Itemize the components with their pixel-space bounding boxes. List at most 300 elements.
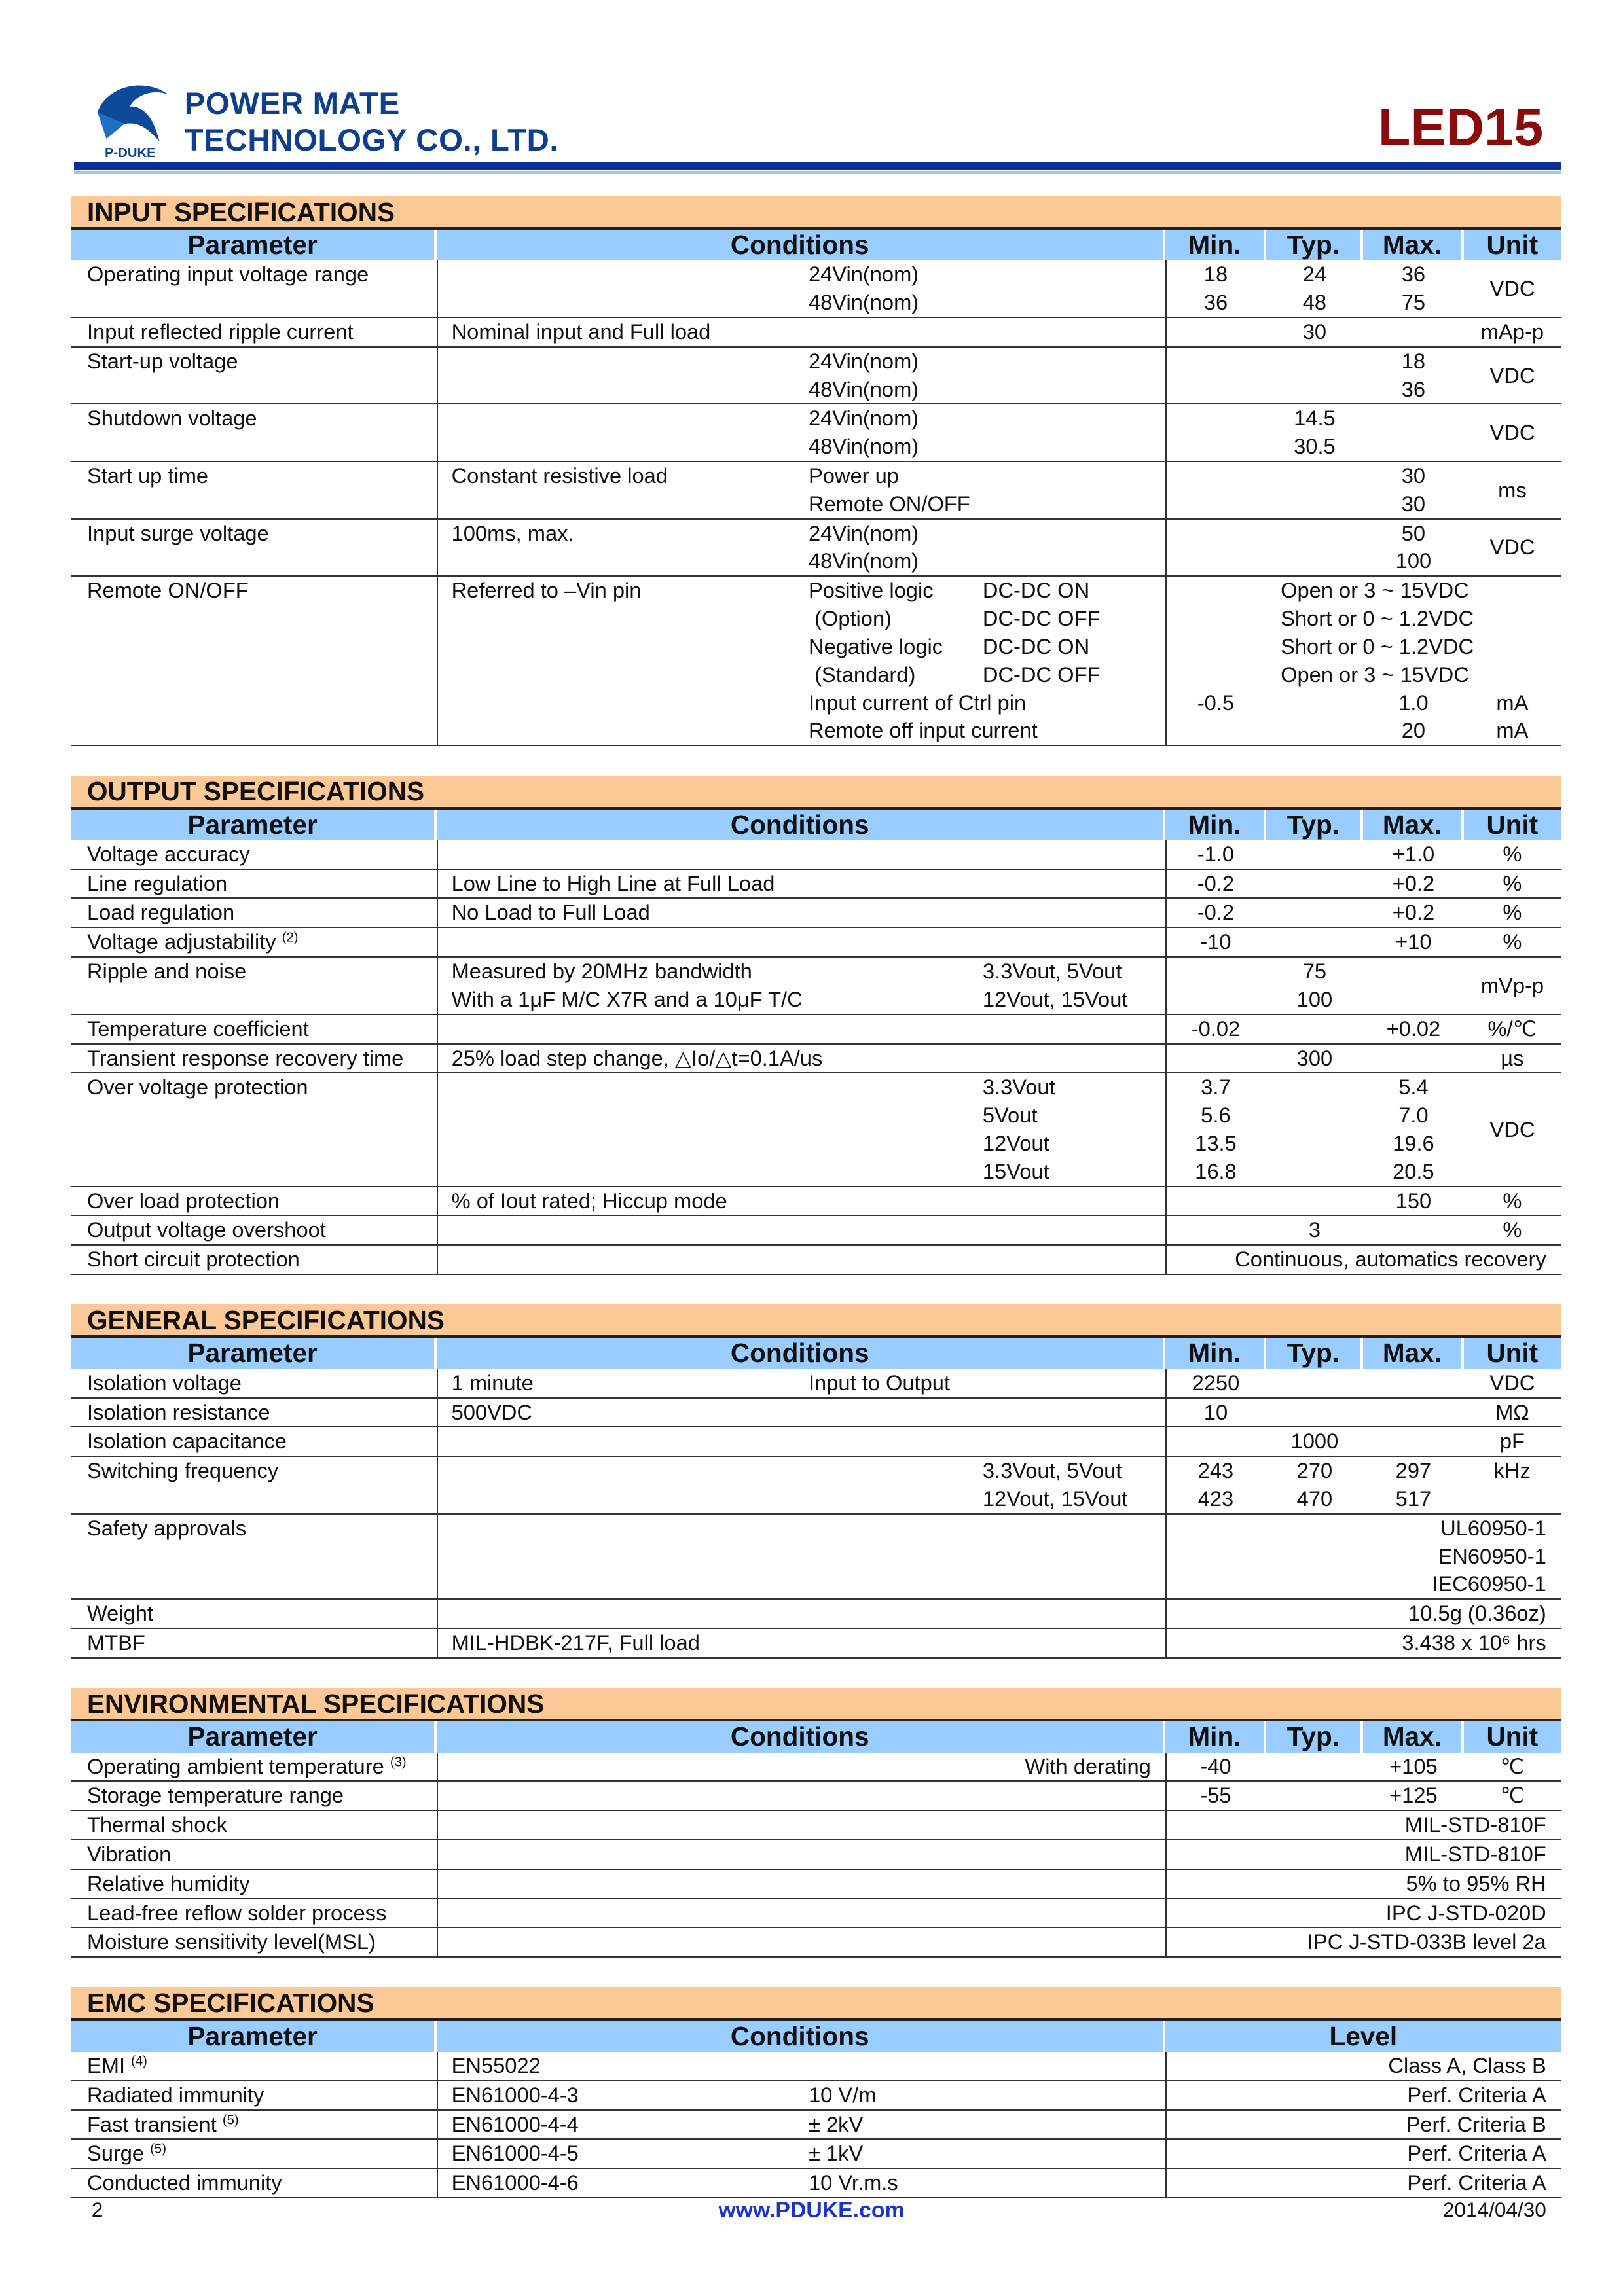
parameter-cell: [71, 2140, 437, 2168]
min-value: [1165, 1216, 1266, 1244]
typ-value: [1266, 1015, 1364, 1043]
condition-sub-cell: 24Vin(nom): [808, 262, 919, 287]
condition-variant-cell: [983, 260, 1165, 289]
typ-value: 14.5: [1294, 406, 1336, 431]
parameter-cell: [71, 1457, 437, 1485]
parameter-name: Relative humidity: [86, 1871, 250, 1895]
typ-value: [1266, 1753, 1364, 1781]
condition-sub-cell: 10 V/m: [808, 2082, 877, 2107]
condition-sub-cell: ± 1kV: [808, 2141, 864, 2166]
footnote-ref: (5): [222, 2113, 239, 2128]
parameter-cell: [71, 1130, 437, 1158]
condition-cell: [437, 289, 809, 317]
typ-value: [1266, 1399, 1364, 1427]
typ-value: [1266, 1782, 1364, 1810]
parameter-cell: [71, 462, 437, 490]
condition-cell: [437, 348, 809, 376]
typ-value: 48: [1302, 290, 1327, 315]
condition-variant-cell: [983, 547, 1165, 575]
table-row-line: [71, 1811, 1561, 1839]
condition-variant-cell: [983, 1399, 1165, 1427]
min-value: [1165, 376, 1266, 404]
parameter-cell: [71, 899, 437, 927]
condition-variant-cell: [983, 2169, 1165, 2197]
parameter-cell: [71, 1015, 437, 1043]
table-row-line: [71, 2052, 1561, 2080]
condition-sub-cell: [809, 2052, 983, 2080]
min-value: 18: [1203, 262, 1228, 287]
max-value: [1363, 1427, 1463, 1456]
condition-cell: [437, 1753, 809, 1781]
parameter-name: MTBF: [86, 1630, 145, 1655]
column-header-row: [71, 2021, 1561, 2052]
condition-sub-cell: 48Vin(nom): [808, 376, 919, 401]
condition-cell: [437, 689, 809, 717]
unit-value: MΩ: [1495, 1399, 1529, 1424]
parameter-cell: [71, 717, 437, 745]
value-span: Short or 0 ~ 1.2VDC: [1281, 606, 1474, 631]
max-value: 5.4: [1398, 1075, 1429, 1100]
condition-variant-cell: [983, 1187, 1165, 1215]
condition-variant-cell: [983, 462, 1165, 490]
condition-cell: Low Line to High Line at Full Load: [451, 870, 775, 895]
unit-value: %: [1503, 1188, 1522, 1213]
column-header-parameter: Parameter: [71, 230, 437, 260]
table-row: [71, 1073, 1561, 1187]
parameter-cell: [71, 1187, 437, 1215]
condition-variant-cell: DC-DC ON: [982, 634, 1090, 658]
max-value: 50: [1401, 520, 1426, 545]
max-value: [1363, 433, 1463, 461]
max-value: 18: [1401, 348, 1426, 373]
table-row-line: [71, 633, 1561, 661]
unit-value: VDC: [1489, 363, 1535, 387]
max-value: 30: [1401, 463, 1426, 488]
condition-cell: [437, 1570, 809, 1598]
condition-cell: [437, 717, 809, 745]
min-value: 423: [1197, 1486, 1234, 1511]
section-title: GENERAL SPECIFICATIONS: [71, 1304, 1561, 1338]
table-row: [71, 1399, 1561, 1428]
parameter-name: Remote ON/OFF: [86, 578, 249, 603]
min-value: [1165, 1187, 1266, 1215]
parameter-name: Temperature coefficient: [86, 1016, 309, 1041]
condition-cell: [437, 1899, 809, 1928]
footnote-ref: (4): [131, 2054, 147, 2069]
min-value: -1.0: [1197, 841, 1235, 866]
condition-cell: MIL-HDBK-217F, Full load: [451, 1630, 700, 1655]
spec-table-body: [71, 840, 1561, 1275]
condition-cell: [437, 1928, 809, 1956]
table-row: [71, 260, 1561, 318]
table-row: [71, 1369, 1561, 1399]
condition-sub-cell: [809, 1246, 983, 1274]
condition-cell: 500VDC: [451, 1399, 533, 1424]
unit-value: VDC: [1489, 420, 1535, 445]
condition-variant-cell: [983, 2081, 1165, 2109]
condition-variant-cell: 3.3Vout, 5Vout: [982, 1458, 1122, 1483]
min-value: 243: [1197, 1458, 1234, 1483]
condition-sub-cell: 48Vin(nom): [808, 548, 919, 573]
max-value: +1.0: [1392, 841, 1435, 866]
unit-value: %: [1503, 900, 1522, 925]
condition-variant-cell: 15Vout: [982, 1158, 1049, 1183]
column-divider: [1165, 2052, 1167, 2198]
condition-sub-cell: [809, 1457, 983, 1485]
column-divider: [437, 2052, 438, 2198]
min-value: 2250: [1192, 1370, 1240, 1395]
value-span: Short or 0 ~ 1.2VDC: [1281, 634, 1474, 658]
parameter-cell: [71, 870, 437, 898]
parameter-cell: [71, 633, 437, 661]
column-header-row: [71, 1721, 1561, 1752]
max-value: [1363, 1216, 1463, 1244]
parameter-cell: [71, 1811, 437, 1839]
unit-value: VDC: [1489, 1117, 1535, 1141]
condition-variant-cell: DC-DC OFF: [982, 662, 1101, 687]
parameter-name: Isolation resistance: [86, 1399, 270, 1424]
condition-sub-cell: [809, 1102, 983, 1130]
max-value: [1363, 318, 1463, 346]
condition-variant-cell: [983, 1216, 1165, 1244]
condition-sub-cell: Positive logic: [808, 578, 934, 603]
condition-cell: [437, 605, 809, 633]
condition-sub-cell: 24Vin(nom): [808, 520, 919, 545]
min-value: [1165, 958, 1266, 986]
max-value: 36: [1401, 376, 1426, 401]
column-header-min: Min.: [1165, 1338, 1266, 1369]
condition-variant-cell: [983, 1629, 1165, 1657]
condition-variant-cell: [983, 318, 1165, 346]
company-name-line1: POWER MATE: [184, 86, 400, 121]
unit-value: %: [1503, 870, 1522, 895]
min-value: -55: [1200, 1783, 1231, 1808]
table-row-line: [71, 348, 1561, 376]
condition-sub-cell: [809, 1570, 983, 1598]
table-row: [71, 404, 1561, 462]
typ-value: [1266, 899, 1364, 927]
condition-cell: % of Iout rated; Hiccup mode: [451, 1188, 727, 1213]
parameter-cell: [71, 1399, 437, 1427]
condition-sub-cell: [809, 1928, 983, 1956]
condition-cell: [437, 260, 809, 289]
table-row: [71, 1246, 1561, 1275]
parameter-name: Voltage adjustability: [86, 929, 276, 954]
table-row-line: [71, 490, 1561, 518]
condition-variant-cell: [983, 1928, 1165, 1956]
condition-cell: [437, 1543, 809, 1571]
parameter-cell: [71, 1629, 437, 1657]
column-header-unit: Unit: [1464, 1338, 1561, 1369]
condition-cell: EN61000-4-4: [451, 2111, 579, 2136]
column-header-max: Max.: [1363, 1338, 1463, 1369]
typ-value: 470: [1296, 1486, 1333, 1511]
table-row-line: [71, 1073, 1561, 1102]
spec-table-body: [71, 1369, 1561, 1659]
condition-sub-cell: [809, 1600, 983, 1628]
unit-value: %: [1503, 929, 1522, 954]
table-row-line: [71, 404, 1561, 433]
website-link[interactable]: www.PDUKE.com: [718, 2197, 905, 2223]
table-row: [71, 1928, 1561, 1958]
parameter-cell: [71, 433, 437, 461]
table-row-line: [71, 1369, 1561, 1397]
min-value: [1165, 547, 1266, 575]
parameter-name: Over voltage protection: [86, 1075, 308, 1100]
condition-variant-cell: [983, 348, 1165, 376]
typ-value: [1266, 462, 1364, 490]
condition-variant-cell: [983, 1543, 1165, 1571]
condition-variant-cell: [983, 1369, 1165, 1397]
column-header-row: [71, 810, 1561, 840]
condition-cell: [437, 1515, 809, 1543]
parameter-name: Input surge voltage: [86, 520, 269, 545]
min-value: -10: [1200, 929, 1231, 954]
condition-cell: 1 minute: [451, 1370, 534, 1395]
max-value: [1363, 986, 1463, 1014]
table-row-line: [71, 1045, 1561, 1073]
table-row: [71, 958, 1561, 1015]
column-header-min: Min.: [1165, 1721, 1266, 1752]
table-row-line: [71, 1457, 1561, 1485]
table-row: [71, 2140, 1561, 2169]
typ-value: 75: [1302, 959, 1327, 984]
typ-value: 30: [1302, 319, 1327, 344]
value-span: Perf. Criteria A: [1407, 2082, 1546, 2107]
condition-sub-cell: 24Vin(nom): [808, 406, 919, 431]
min-value: -40: [1200, 1753, 1231, 1778]
table-row-line: [71, 289, 1561, 317]
table-row: [71, 1515, 1561, 1600]
condition-variant-cell: [983, 289, 1165, 317]
condition-cell: Referred to –Vin pin: [451, 578, 642, 603]
typ-value: [1266, 376, 1364, 404]
column-header-typ: Typ.: [1266, 810, 1364, 840]
table-row-line: [71, 1840, 1561, 1869]
condition-variant-cell: [983, 1600, 1165, 1628]
parameter-cell: [71, 577, 437, 605]
condition-cell: [437, 1427, 809, 1456]
condition-sub-cell: Negative logic: [808, 634, 943, 658]
section-title: INPUT SPECIFICATIONS: [71, 196, 1561, 230]
table-row-line: [71, 376, 1561, 404]
typ-value: [1266, 1073, 1364, 1102]
spec-section: [71, 1304, 1561, 1659]
condition-sub-cell: [809, 1015, 983, 1043]
condition-cell: [437, 1457, 809, 1485]
condition-variant-cell: [983, 1045, 1165, 1073]
condition-variant-cell: [983, 689, 1165, 717]
parameter-cell: [71, 289, 437, 317]
parameter-cell: [71, 1246, 437, 1274]
condition-variant-cell: 12Vout, 15Vout: [982, 1486, 1128, 1511]
min-value: -0.5: [1197, 690, 1235, 715]
condition-sub-cell: Input to Output: [808, 1370, 951, 1395]
max-value: +0.02: [1386, 1016, 1441, 1041]
unit-value: ℃: [1500, 1753, 1525, 1778]
table-row: [71, 348, 1561, 405]
condition-cell: No Load to Full Load: [451, 900, 650, 925]
parameter-cell: [71, 318, 437, 346]
unit-value: ms: [1498, 477, 1527, 502]
table-row-line: [71, 689, 1561, 717]
typ-value: [1266, 1369, 1364, 1397]
column-header-parameter: Parameter: [71, 810, 437, 840]
table-row: [71, 1629, 1561, 1659]
condition-variant-cell: [983, 1811, 1165, 1839]
typ-value: 30.5: [1294, 434, 1336, 459]
value-span: Class A, Class B: [1388, 2053, 1546, 2077]
min-value: 16.8: [1195, 1158, 1237, 1183]
spec-section: [71, 1688, 1561, 1958]
parameter-cell: [71, 1216, 437, 1244]
column-header-row: [71, 1338, 1561, 1369]
section-title: ENVIRONMENTAL SPECIFICATIONS: [71, 1688, 1561, 1721]
table-row: [71, 1782, 1561, 1811]
parameter-name: Conducted immunity: [86, 2170, 282, 2195]
table-row: [71, 462, 1561, 520]
table-row: [71, 899, 1561, 928]
column-header-typ: Typ.: [1266, 1338, 1364, 1369]
table-row: [71, 2169, 1561, 2198]
condition-sub-cell: [809, 958, 983, 986]
table-row: [71, 1811, 1561, 1840]
condition-sub-cell: [809, 1187, 983, 1215]
condition-cell: [437, 633, 809, 661]
min-value: 5.6: [1201, 1103, 1231, 1128]
table-row-line: [71, 1629, 1561, 1657]
condition-sub-cell: [809, 1216, 983, 1244]
spec-sections: [71, 196, 1561, 2228]
unit-value: mVp-p: [1480, 973, 1544, 997]
condition-variant-cell: [983, 520, 1165, 548]
condition-sub-cell: [809, 318, 983, 346]
parameter-cell: [71, 1369, 437, 1397]
model-number: LED15: [1377, 98, 1544, 157]
column-divider: [1165, 1369, 1167, 1659]
table-row: [71, 577, 1561, 746]
condition-sub-cell: [809, 1045, 983, 1073]
unit-value: mAp-p: [1480, 319, 1544, 344]
condition-sub-cell: [809, 1399, 983, 1427]
table-row-line: [71, 1158, 1561, 1186]
condition-sub-cell: [809, 1629, 983, 1657]
table-row: [71, 1870, 1561, 1899]
condition-cell: [437, 1840, 809, 1869]
parameter-name: Surge: [86, 2141, 145, 2166]
unit-value: %/℃: [1487, 1016, 1537, 1041]
column-header-max: Max.: [1363, 810, 1463, 840]
value-span: 3.438 x 10⁶ hrs: [1402, 1630, 1546, 1655]
condition-cell: [437, 404, 809, 433]
typ-value: 1000: [1290, 1429, 1339, 1454]
typ-value: [1266, 1187, 1364, 1215]
condition-variant-cell: [983, 433, 1165, 461]
condition-sub-cell: [809, 1899, 983, 1928]
condition-sub-cell: [809, 1158, 983, 1186]
min-value: 3.7: [1201, 1075, 1231, 1100]
parameter-name: Voltage accuracy: [86, 841, 250, 866]
column-divider: [1165, 840, 1167, 1275]
condition-variant-cell: [983, 2140, 1165, 2168]
condition-sub-cell: [809, 899, 983, 927]
table-row: [71, 1600, 1561, 1629]
column-divider: [437, 840, 438, 1275]
condition-sub-cell: [809, 1543, 983, 1571]
column-header-min: Min.: [1165, 810, 1266, 840]
condition-cell: EN61000-4-3: [451, 2082, 579, 2107]
parameter-name: Short circuit protection: [86, 1247, 300, 1272]
condition-cell: [437, 547, 809, 575]
condition-cell: Measured by 20MHz bandwidth: [451, 959, 752, 984]
parameter-name: Isolation voltage: [86, 1370, 242, 1395]
condition-variant-cell: [983, 2111, 1165, 2139]
condition-sub-cell: Input current of Ctrl pin: [808, 690, 1027, 715]
condition-variant-cell: DC-DC OFF: [982, 606, 1101, 631]
unit-value: %: [1503, 841, 1522, 866]
parameter-name: Operating ambient temperature: [86, 1753, 384, 1778]
parameter-cell: [71, 1782, 437, 1810]
table-row-line: [71, 1015, 1561, 1043]
condition-sub-cell: [809, 1870, 983, 1898]
table-row: [71, 1216, 1561, 1246]
column-header-conditions: Conditions: [437, 2021, 1165, 2052]
column-divider: [1165, 260, 1167, 746]
condition-sub-cell: [809, 870, 983, 898]
parameter-name: Over load protection: [86, 1188, 280, 1213]
parameter-name: Operating input voltage range: [86, 262, 369, 287]
parameter-cell: [71, 1870, 437, 1898]
min-value: [1165, 520, 1266, 548]
parameter-cell: [71, 376, 437, 404]
condition-variant-cell: [983, 2052, 1165, 2080]
table-row-line: [71, 520, 1561, 548]
table-row-line: [71, 433, 1561, 461]
column-header-conditions: Conditions: [437, 230, 1165, 260]
condition-cell: [437, 1073, 809, 1102]
max-value: 100: [1395, 548, 1432, 573]
table-row-line: [71, 2081, 1561, 2109]
condition-cell: [437, 1102, 809, 1130]
spec-section: [71, 776, 1561, 1275]
column-divider: [437, 1369, 438, 1659]
table-row: [71, 1840, 1561, 1870]
max-value: [1363, 1045, 1463, 1073]
condition-note: With derating: [1025, 1753, 1151, 1778]
parameter-cell: [71, 840, 437, 869]
table-row: [71, 840, 1561, 870]
condition-variant-cell: 3.3Vout: [982, 1075, 1055, 1100]
parameter-cell: [71, 1515, 437, 1543]
condition-cell: [437, 1782, 809, 1810]
table-row-line: [71, 1928, 1561, 1956]
parameter-cell: [71, 1899, 437, 1928]
parameter-cell: [71, 1570, 437, 1598]
parameter-cell: [71, 1102, 437, 1130]
typ-value: [1266, 870, 1364, 898]
condition-variant-cell: [983, 376, 1165, 404]
unit-value: µs: [1501, 1045, 1524, 1070]
condition-variant-cell: [983, 928, 1165, 956]
condition-cell: [437, 1600, 809, 1628]
parameter-cell: [71, 260, 437, 289]
value-span: Continuous, automatics recovery: [1235, 1247, 1546, 1272]
condition-sub-cell: ± 2kV: [808, 2111, 864, 2136]
min-value: [1165, 717, 1266, 745]
condition-sub-cell: 24Vin(nom): [808, 348, 919, 373]
table-row-line: [71, 1600, 1561, 1628]
parameter-name: Start-up voltage: [86, 348, 238, 373]
